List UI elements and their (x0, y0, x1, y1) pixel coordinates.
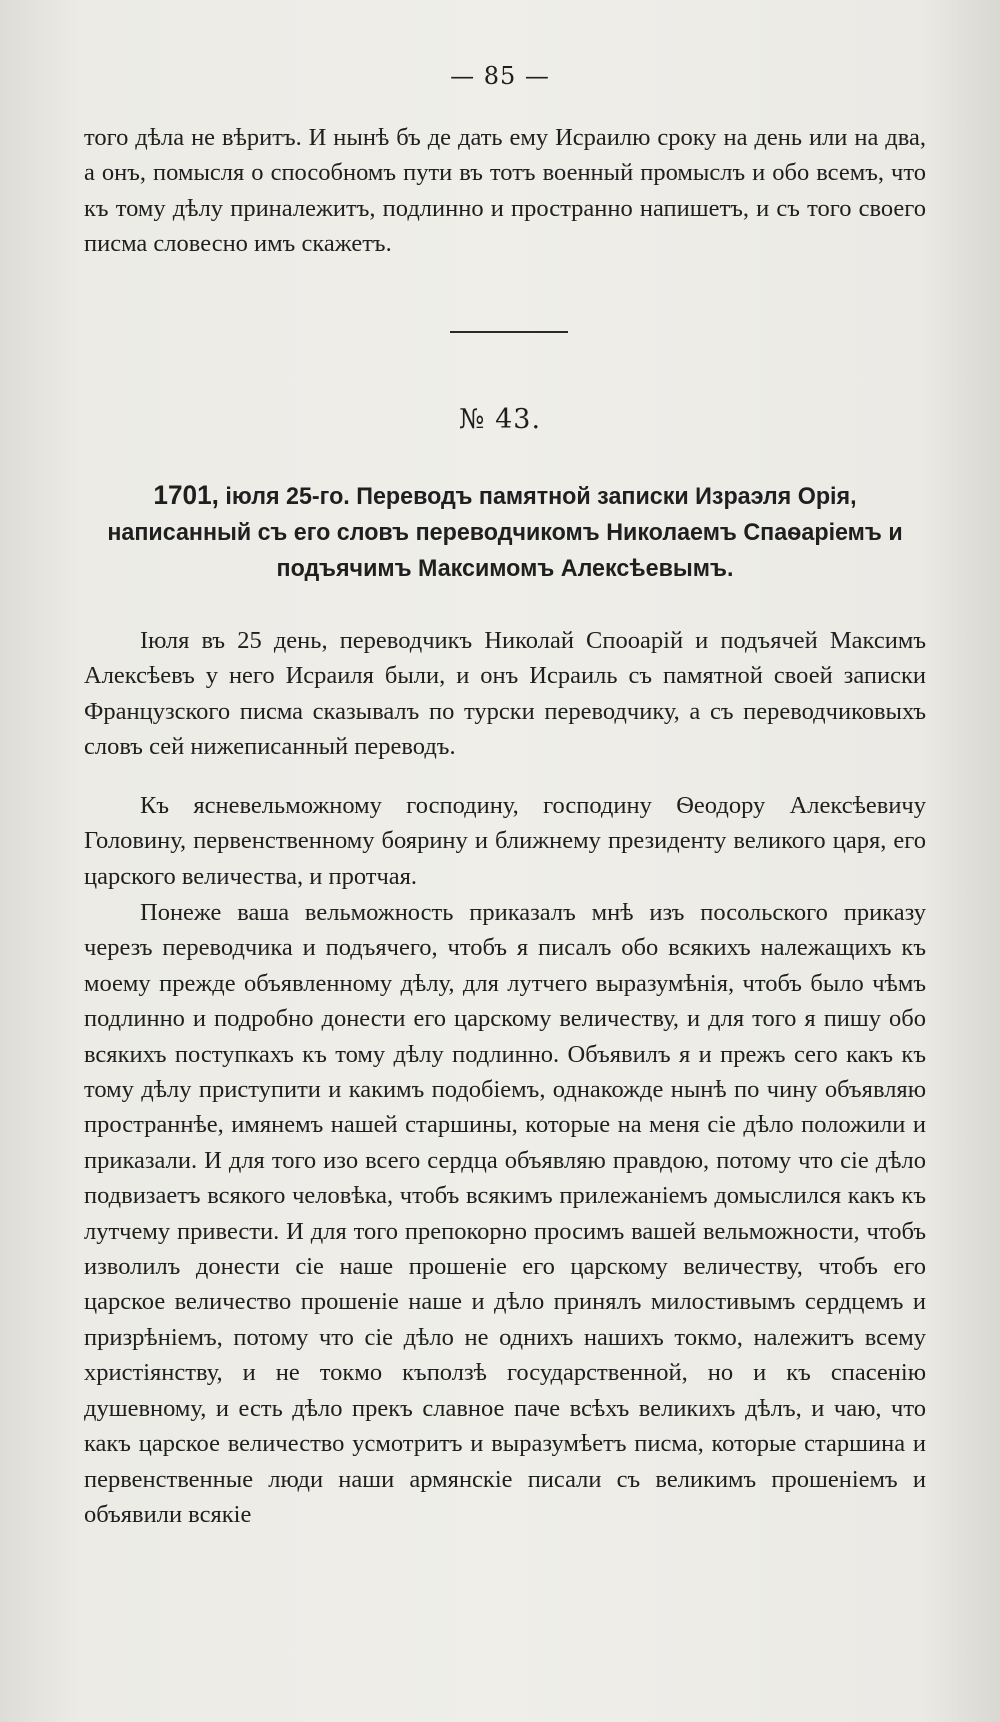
address-paragraph: Къ ясневельможному господину, господину Ѳеодору Алексѣевичу Головину, первенственному боярину и ближнему президенту великого царя, его царского величества, и протчая. (84, 792, 926, 890)
intro-paragraph: Іюля въ 25 день, переводчикъ Николай Спооарій и подъячей Максимъ Алексѣевъ у него Исраиля были, и онъ Исраиль съ памятной своей записки Французского писма сказывалъ по турски переводчику, а съ переводчиковыхъ словъ сей нижеписанный переводъ. (84, 627, 926, 761)
document-number: № 43. (458, 404, 542, 435)
continuation-paragraph: того дѣла не вѣритъ. И нынѣ бъ де дать ему Исраилю сроку на день или на два, а онъ, помысля о способномъ пути въ тотъ военный промыслъ и обо всемъ, что къ тому дѣлу приналежитъ, подлинно и пространно напишетъ, и съ того своего писма словесно имъ скажетъ. (84, 124, 926, 258)
heading-text: іюля 25-го. Переводъ памятной записки Израэля Орія, написанный съ его словъ переводчикомъ Николаемъ Спаѳаріемъ и подъячимъ Максимомъ Алексѣевымъ. (107, 483, 903, 582)
document-heading (97, 477, 914, 587)
section-divider (450, 331, 568, 333)
body-paragraph: Понеже ваша вельможность приказалъ мнѣ изъ посольского приказу черезъ переводчика и подъячего, чтобъ я писалъ обо всякихъ належащихъ къ моему прежде объявленному дѣлу, для лутчего выразумѣнія, чтобъ было чѣмъ подлинно и подробно донести его царскому величеству, и для того я пишу обо всякихъ поступкахъ къ тому дѣлу подлинно. Объявилъ я и прежъ сего какъ къ тому дѣлу приступити и какимъ подобіемъ, однакожде нынѣ по чину объявляю пространнѣе, имянемъ нашей старшины, которые на меня сіе дѣло положили и приказали. И для того изо всего сердца объявляю правдою, потому что сіе дѣло подвизаетъ всякого человѣка, чтобъ всякимъ прилежаніемъ домыслился какъ къ лутчему привести. И для того препокорно просимъ вашей вельможности, чтобъ изволилъ донести сіе наше прошеніе его царскому величеству, чтобъ его царское величество прошеніе наше и дѣло принялъ милостивымъ сердцемъ и призрѣніемъ, потому что сіе дѣло не однихъ нашихъ токмо, належитъ всему христіянству, и не токмо къползѣ государственной, но и къ спасенію душевному, и есть дѣло прекъ славное паче всѣхъ великихъ дѣлъ, и чаю, что какъ царское величество усмотритъ и выразумѣетъ писма, которые старшина и первенственные люди наши армянскіе писали съ великимъ прошеніемъ и объявили всякіе (84, 899, 926, 1528)
heading-year: 1701, (153, 480, 219, 510)
page-number: — 85 — (450, 62, 550, 90)
